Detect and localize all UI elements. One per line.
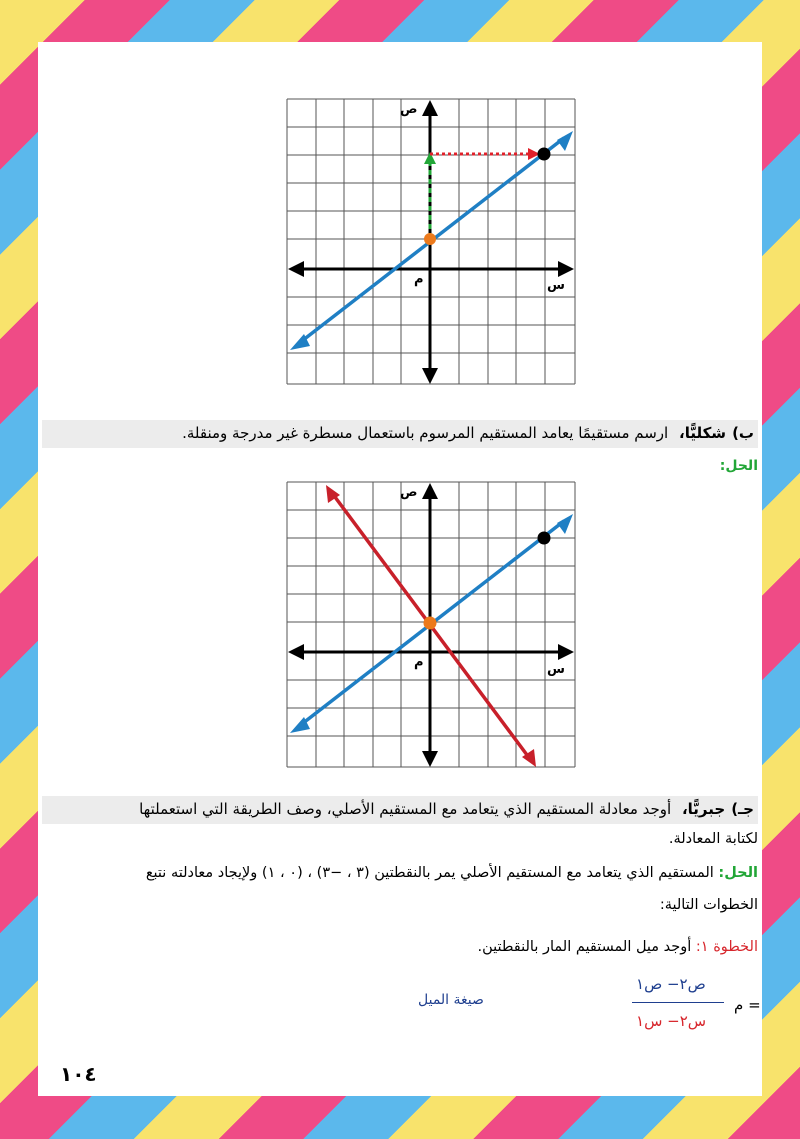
solution-c-line1: المستقيم الذي يتعامد مع المستقيم الأصلي يمر بالنقطتين (٣ ، −٣) ، (٠ ، ١) ولإيجاد معادلته نتبع bbox=[145, 865, 714, 881]
step-1-text: أوجد ميل المستقيم المار بالنقطتين. bbox=[477, 939, 692, 955]
y-axis-label: ص bbox=[400, 102, 418, 117]
part-c-text-line1: أوجد معادلة المستقيم الذي يتعامد مع المستقيم الأصلي، وصف الطريقة التي استعملتها bbox=[139, 800, 672, 818]
fraction-bar bbox=[632, 1002, 724, 1003]
part-b-label: ب) bbox=[732, 424, 754, 442]
part-b-keyword: شكليًّا، bbox=[679, 424, 727, 442]
y-axis-label-2: ص bbox=[400, 485, 418, 500]
page-number: ١٠٤ bbox=[60, 1062, 97, 1086]
origin-label: م bbox=[414, 272, 424, 287]
solution-c-line2: الخطوات التالية: bbox=[659, 897, 758, 913]
graph-original-line bbox=[286, 98, 576, 386]
step-1 bbox=[478, 932, 759, 962]
part-c-keyword: جبريًّا، bbox=[681, 800, 726, 818]
part-b-question bbox=[42, 420, 758, 448]
x-axis-label-2: س bbox=[547, 662, 565, 677]
solution-label-c: الحل: bbox=[718, 865, 758, 881]
step-1-label: الخطوة ١: bbox=[695, 939, 758, 955]
solution-label-b: الحل: bbox=[719, 458, 758, 474]
slope-numerator: ص٢− ص١ bbox=[636, 975, 706, 993]
part-c-question bbox=[42, 796, 758, 824]
graph-perpendicular-line bbox=[286, 481, 576, 769]
slope-formula-name: صيغة الميل bbox=[418, 992, 484, 1008]
part-c-text-line2: لكتابة المعادلة. bbox=[668, 831, 758, 847]
x-axis-label: س bbox=[547, 278, 565, 293]
solution-c bbox=[50, 858, 758, 888]
origin-label-2: م bbox=[414, 655, 424, 670]
part-c-label: جـ) bbox=[731, 800, 754, 818]
part-b-text: ارسم مستقيمًا يعامد المستقيم المرسوم باستعمال مسطرة غير مدرجة ومنقلة. bbox=[182, 424, 669, 442]
slope-denominator: س٢− س١ bbox=[636, 1012, 707, 1030]
slope-lhs: م = bbox=[734, 996, 761, 1014]
